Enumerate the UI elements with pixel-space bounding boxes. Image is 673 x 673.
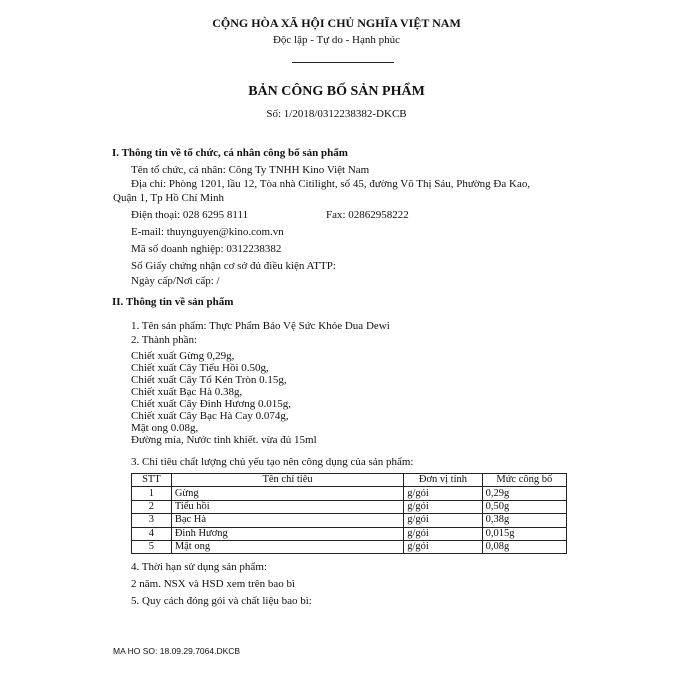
org-name: Tên tổ chức, cá nhân: Công Ty TNHH Kino Việt Nam <box>131 164 370 176</box>
file-code-footer: MA HO SO: 18.09.29.7064.DKCB <box>113 646 241 656</box>
ingredient-item: Chiết xuất Cây Tổ Kén Tròn 0.15g, <box>131 374 287 386</box>
shelf-life-value: 2 năm. NSX và HSD xem trên bao bì <box>131 578 296 590</box>
cell-stt: 5 <box>132 540 172 553</box>
cell-stt: 3 <box>132 514 172 527</box>
ingredient-item: Chiết xuất Cây Bạc Hà Cay 0.074g, <box>131 410 289 422</box>
cell-stt: 2 <box>132 500 172 513</box>
cell-unit: g/gói <box>404 527 482 540</box>
header-unit: Đơn vị tính <box>404 474 482 487</box>
header-divider <box>292 62 394 63</box>
ingredient-item: Mật ong 0.08g, <box>131 422 199 434</box>
section-1-heading: I. Thông tin về tổ chức, cá nhân công bố sản phẩm <box>112 147 348 159</box>
cell-criteria-name: Đinh Hương <box>171 527 403 540</box>
table-row <box>132 540 567 553</box>
table-row <box>132 500 567 513</box>
address-line-2: Quận 1, Tp Hồ Chí Minh <box>113 192 225 204</box>
cell-declared-level: 0,50g <box>482 500 566 513</box>
cell-unit: g/gói <box>404 540 482 553</box>
email: E-mail: thuynguyen@kino.com.vn <box>131 226 284 238</box>
table-header-row <box>132 474 567 487</box>
cell-criteria-name: Gừng <box>171 487 403 500</box>
quality-criteria-table <box>131 473 567 554</box>
cell-declared-level: 0,29g <box>482 487 566 500</box>
cell-stt: 4 <box>132 527 172 540</box>
ingredient-item: Chiết xuất Cây Tiểu Hồi 0.50g, <box>131 362 269 374</box>
section-2-heading: II. Thông tin về sản phẩm <box>112 296 234 308</box>
cell-declared-level: 0,08g <box>482 540 566 553</box>
cell-declared-level: 0,015g <box>482 527 566 540</box>
packaging-label: 5. Quy cách đóng gói và chất liệu bao bì: <box>131 595 312 607</box>
table-row <box>132 487 567 500</box>
cell-criteria-name: Tiểu hồi <box>171 500 403 513</box>
ingredients-label: 2. Thành phần: <box>131 334 198 346</box>
header-criteria-name: Tên chỉ tiêu <box>171 474 403 487</box>
table-row <box>132 514 567 527</box>
document-number: Số: 1/2018/0312238382-DKCB <box>266 108 407 120</box>
shelf-life-label: 4. Thời hạn sử dụng sản phẩm: <box>131 561 267 573</box>
header-stt: STT <box>132 474 172 487</box>
cell-unit: g/gói <box>404 487 482 500</box>
ingredient-item: Chiết xuất Bạc Hà 0.38g, <box>131 386 243 398</box>
document-title: BẢN CÔNG BỐ SẢN PHẨM <box>248 84 425 99</box>
issue-date: Ngày cấp/Nơi cấp: / <box>131 275 220 287</box>
ingredient-item: Đường mía, Nước tinh khiết. vừa đủ 15ml <box>131 434 317 446</box>
address-line-1: Địa chỉ: Phòng 1201, lầu 12, Tòa nhà Citilight, số 45, đường Võ Thị Sáu, Phường Đa Kao, <box>131 178 531 190</box>
cell-declared-level: 0,38g <box>482 514 566 527</box>
cell-unit: g/gói <box>404 500 482 513</box>
fax: Fax: 02862958222 <box>326 209 409 221</box>
motto: Độc lập - Tự do - Hạnh phúc <box>272 34 401 46</box>
product-name: 1. Tên sản phẩm: Thực Phẩm Bảo Vệ Sức Khỏe Dua Dewi <box>131 320 390 332</box>
phone: Điện thoại: 028 6295 8111 <box>131 209 249 221</box>
tax-code: Mã số doanh nghiệp: 0312238382 <box>131 243 282 255</box>
quality-criteria-label: 3. Chỉ tiêu chất lượng chủ yếu tạo nên công dụng của sản phẩm: <box>131 456 414 468</box>
header-declared-level: Mức công bố <box>482 474 566 487</box>
country-heading: CỘNG HÒA XÃ HỘI CHỦ NGHĨA VIỆT NAM <box>212 16 461 30</box>
cell-unit: g/gói <box>404 514 482 527</box>
ingredient-item: Chiết xuất Gừng 0,29g, <box>131 350 235 362</box>
table-row <box>132 527 567 540</box>
cell-stt: 1 <box>132 487 172 500</box>
ingredient-item: Chiết xuất Cây Đinh Hương 0.015g, <box>131 398 291 410</box>
food-safety-certificate: Số Giấy chứng nhận cơ sở đủ điều kiện ATTP: <box>131 260 336 272</box>
cell-criteria-name: Mật ong <box>171 540 403 553</box>
cell-criteria-name: Bạc Hà <box>171 514 403 527</box>
